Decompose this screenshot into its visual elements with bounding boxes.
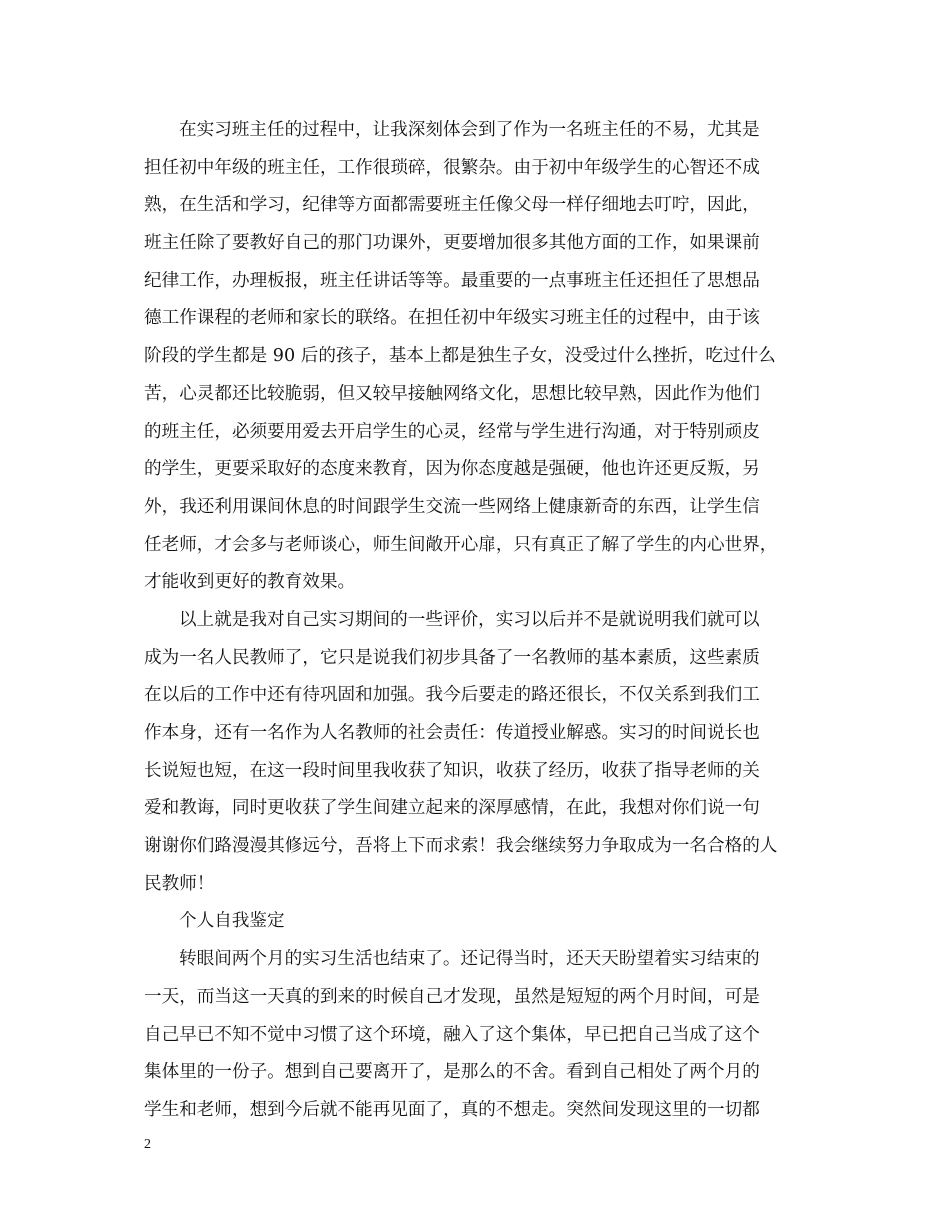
text-line: 才能收到更好的教育效果。 bbox=[144, 572, 356, 593]
document-body bbox=[144, 112, 804, 1130]
text-line: 班主任除了要教好自己的那门功课外，更要增加很多其他方面的工作，如果课前 bbox=[144, 233, 760, 254]
text-line: 阶段的学生都是 90 后的孩子，基本上都是独生子女，没受过什么挫折，吃过什么 bbox=[144, 346, 776, 367]
text-line: 自己早已不知不觉中习惯了这个环境，融入了这个集体，早已把自己当成了这个 bbox=[144, 1024, 760, 1045]
text-line: 苦，心灵都还比较脆弱，但又较早接触网络文化，思想比较早熟，因此作为他们 bbox=[144, 383, 760, 404]
text-line: 集体里的一份子。想到自己要离开了，是那么的不舍。看到自己相处了两个月的 bbox=[144, 1062, 760, 1083]
text-line: 任老师，才会多与老师谈心，师生间敞开心扉，只有真正了解了学生的内心世界， bbox=[144, 534, 778, 555]
text-line: 外，我还利用课间休息的时间跟学生交流一些网络上健康新奇的东西，让学生信 bbox=[144, 496, 760, 517]
text-line: 作本身，还有一名作为人名教师的社会责任：传道授业解惑。实习的时间说长也 bbox=[144, 723, 760, 743]
text-line: 成为一名人民教师了，它只是说我们初步具备了一名教师的基本素质，这些素质 bbox=[144, 647, 760, 668]
text-line: 在实习班主任的过程中，让我深刻体会到了作为一名班主任的不易，尤其是 bbox=[179, 120, 760, 140]
text-line: 谢谢你们路漫漫其修远兮，吾将上下而求索！我会继续努力争取成为一名合格的人 bbox=[144, 836, 778, 857]
text-line: 长说短也短，在这一段时间里我收获了知识，收获了经历，收获了指导老师的关 bbox=[144, 760, 760, 781]
text-line: 转眼间两个月的实习生活也结束了。还记得当时，还天天盼望着实习结束的 bbox=[179, 949, 760, 970]
text-line: 民教师！ bbox=[144, 873, 215, 894]
page-number: 2 bbox=[144, 1137, 151, 1152]
text-line: 的学生，更要采取好的态度来教育，因为你态度越是强硬，他也许还更反叛，另 bbox=[144, 459, 760, 480]
text-line: 学生和老师，想到今后就不能再见面了，真的不想走。突然间发现这里的一切都 bbox=[144, 1099, 760, 1120]
text-line: 一天，而当这一天真的到来的时候自己才发现，虽然是短短的两个月时间，可是 bbox=[144, 986, 760, 1007]
text-line: 在以后的工作中还有待巩固和加强。我今后要走的路还很长，不仅关系到我们工 bbox=[144, 685, 760, 706]
text-line: 的班主任，必须要用爱去开启学生的心灵，经常与学生进行沟通，对于特别顽皮 bbox=[144, 421, 760, 442]
text-line: 以上就是我对自己实习期间的一些评价，实习以后并不是就说明我们就可以 bbox=[179, 609, 760, 630]
text-line: 爱和教诲，同时更收获了学生间建立起来的深厚感情，在此，我想对你们说一句 bbox=[144, 798, 760, 819]
text-line: 德工作课程的老师和家长的联络。在担任初中年级实习班主任的过程中，由于该 bbox=[144, 308, 760, 329]
text-line: 担任初中年级的班主任，工作很琐碎，很繁杂。由于初中年级学生的心智还不成 bbox=[144, 157, 760, 178]
text-line: 个人自我鉴定 bbox=[179, 911, 285, 932]
text-line: 纪律工作，办理板报，班主任讲话等等。最重要的一点事班主任还担任了思想品 bbox=[144, 270, 760, 291]
text-line: 熟，在生活和学习，纪律等方面都需要班主任像父母一样仔细地去叮咛，因此， bbox=[144, 195, 760, 216]
